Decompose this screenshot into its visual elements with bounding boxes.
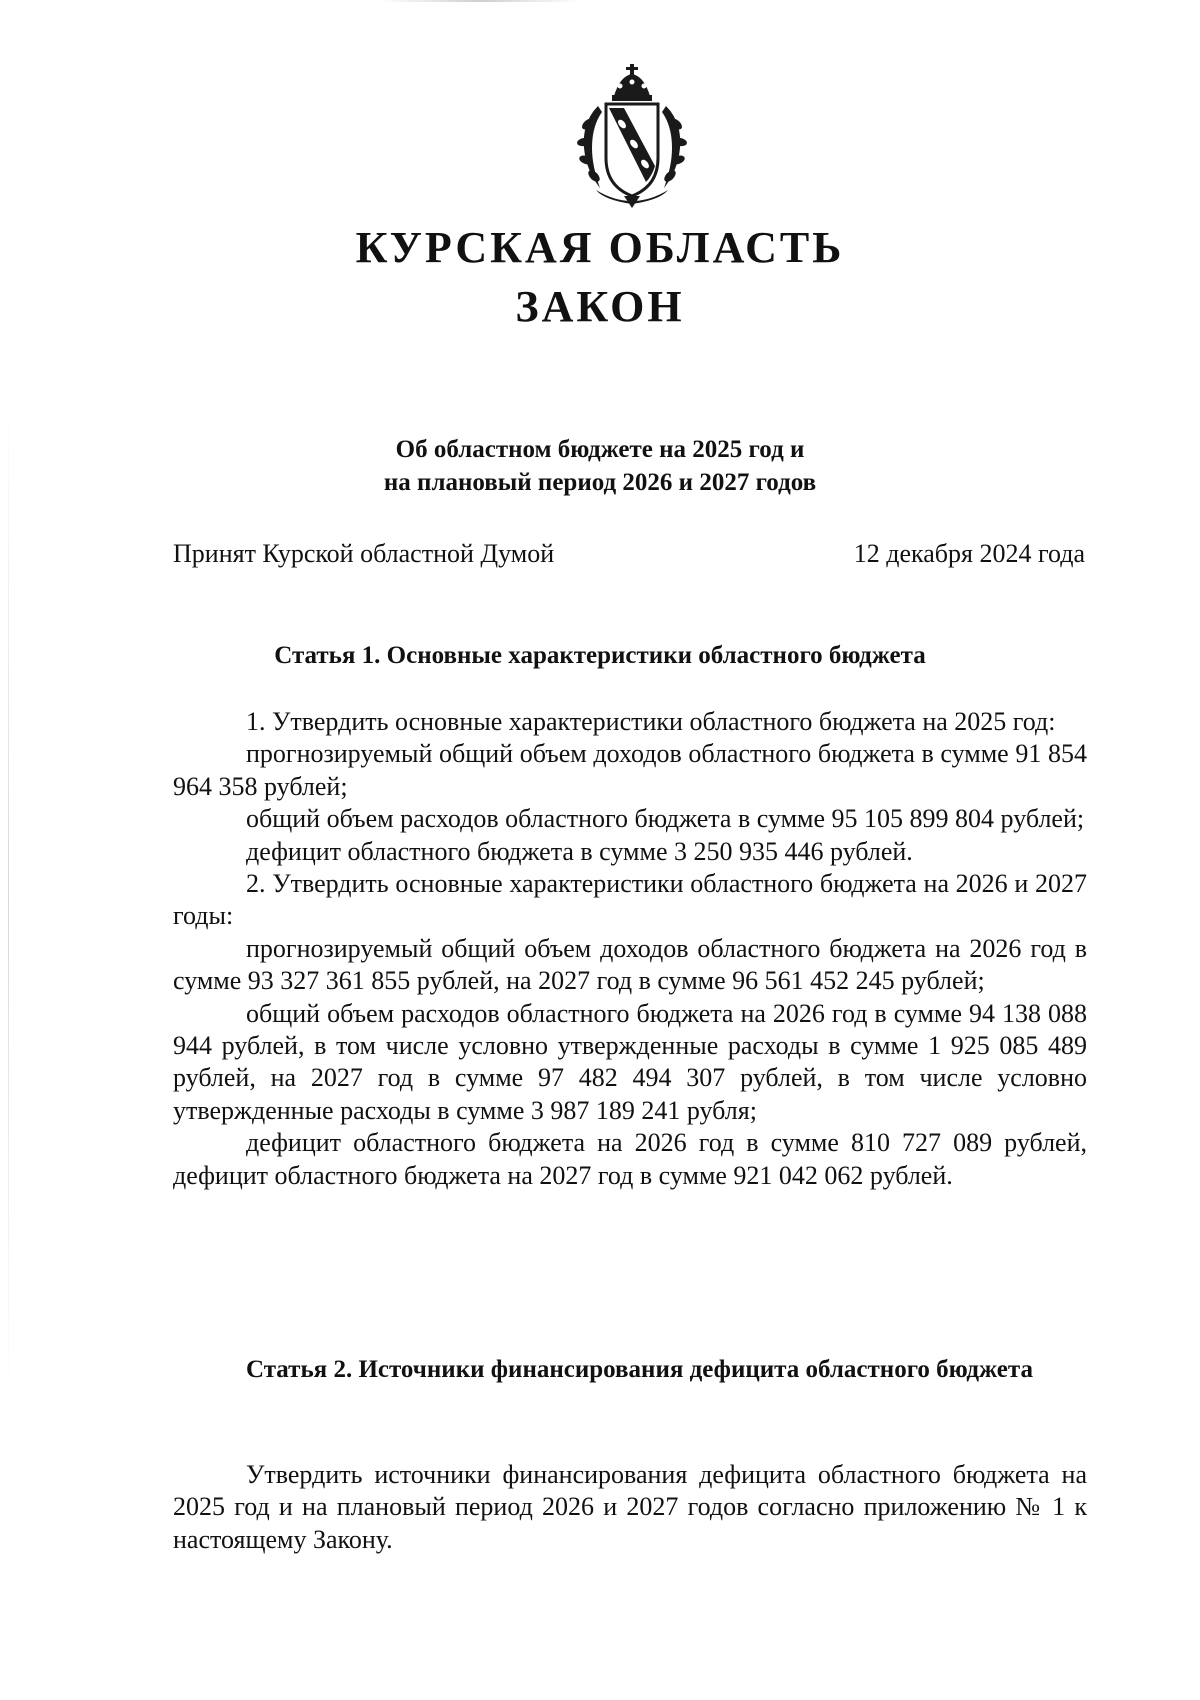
article-1-paragraph: дефицит областного бюджета в сумме 3 250 935 446 рублей. xyxy=(246,836,913,866)
adopted-by: Принят Курской областной Думой xyxy=(173,539,555,568)
article-1-paragraph: общий объем расходов областного бюджета на 2026 год в сумме 94 138 088 944 рублей, в том числе условно утвержденные расходы в сумме 1 925 085 489 рублей, на 2027 год в сумме 97 482 494 307 рублей, в том числе условно утвержденные расходы в сумме 3 987 189 241 рубля; xyxy=(173,998,1087,1125)
article-2-heading: Статья 2. Источники финансирования дефицита областного бюджета xyxy=(246,1356,1033,1383)
article-1-paragraph: 2. Утвердить основные характеристики областного бюджета на 2026 и 2027 годы: xyxy=(173,869,1087,931)
article-1-heading: Статья 1. Основные характеристики областного бюджета xyxy=(274,642,926,669)
law-subject xyxy=(0,433,1200,499)
law-subject-line-2: на плановый период 2026 и 2027 годов xyxy=(383,469,817,496)
article-1-body xyxy=(173,706,1087,1192)
article-1-paragraph: прогнозируемый общий объем доходов областного бюджета в сумме 91 854 964 358 рублей; xyxy=(173,739,1087,801)
scan-artifact-top xyxy=(380,0,580,2)
region-title: КУРСКАЯ ОБЛАСТЬ xyxy=(355,223,845,272)
article-2-body xyxy=(173,1459,1087,1556)
article-1-paragraph: прогнозируемый общий объем доходов областного бюджета на 2026 год в сумме 93 327 361 855 рублей, на 2027 год в сумме 96 561 452 245 рублей; xyxy=(173,933,1087,996)
article-1-paragraph: общий объем расходов областного бюджета в сумме 95 105 899 804 рублей; xyxy=(246,804,1085,834)
article-2-paragraph: Утвердить источники финансирования дефицита областного бюджета на 2025 год и на плановый период 2026 и 2027 годов согласно приложению № 1 к настоящему Закону. xyxy=(173,1460,1087,1554)
kursk-coat-of-arms-icon xyxy=(562,62,702,210)
scan-artifact-left-edge xyxy=(8,400,9,1400)
article-1-paragraph: 1. Утвердить основные характеристики областного бюджета на 2025 год: xyxy=(246,707,1056,736)
document-type-title: ЗАКОН xyxy=(515,282,685,331)
adoption-date: 12 декабря 2024 года xyxy=(853,539,1085,568)
law-subject-line-1: Об областном бюджете на 2025 год и xyxy=(395,436,805,463)
article-1-paragraph: дефицит областного бюджета на 2026 год в сумме 810 727 089 рублей, дефицит областного бюджета на 2027 год в сумме 921 042 062 рублей. xyxy=(173,1128,1087,1190)
